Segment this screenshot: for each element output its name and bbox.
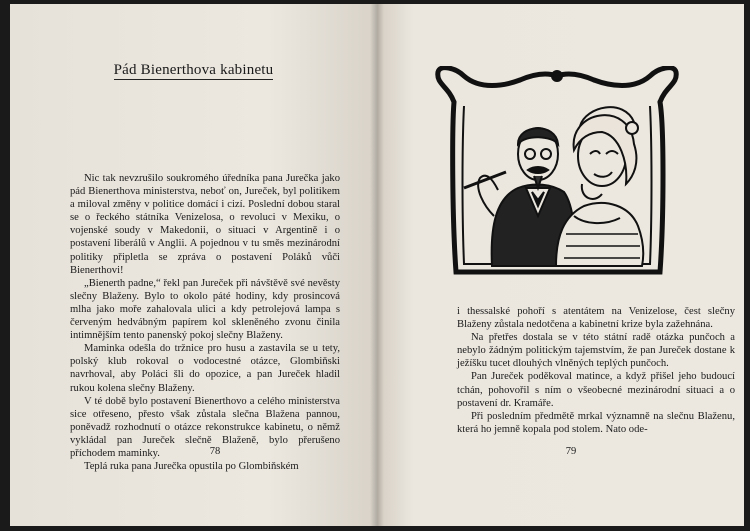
couple-illustration bbox=[434, 66, 680, 280]
paragraph: Nic tak nevzrušilo soukromého úředníka pana Jurečka jako pád Bienerthova ministerstva, neboť on, Jureček, byl politikem a miloval změny v politice domácí i cizí. Poslední dobou staral se o řeckého státníka Venizelosa, o revoluci v Mexiku, o vojenské soudy v Makedonii, o situaci v Argentině i o postavení liberálů v Anglii. A pojednou v tu směs mezinárodní politiky připletla se zpráva o postavení Poláků vůči Bienerthovi! bbox=[70, 173, 340, 276]
paragraph: Teplá ruka pana Jurečka opustila po Glombiňském bbox=[84, 461, 299, 473]
book-gutter bbox=[370, 4, 384, 526]
paragraph: Pan Jureček poděkoval matince, a když přišel jeho budoucí tchán, pohovořil s ním o všeobecné mezinárodní situaci a o postavení dr. Kramáře. bbox=[457, 371, 735, 409]
paragraph: „Bienerth padne,“ řekl pan Jureček při návštěvě své nevěsty slečny Blaženy. Bylo to okolo páté hodiny, kdy prosincová mlha jako moře zahalovala ulici a kdy petrolejová lampa s červeným hedvábným papírem kol skleněného zvonu činila intimnějším tento panenský pokoj slečny Blaženy. bbox=[70, 277, 340, 342]
paragraph: Maminka odešla do tržnice pro husu a zastavila se u tety, polský klub rokoval o vodocestné otázce, Glombiňski navrhoval, aby Poláci šli do opozice, a pan Jureček hladil rukou kolena slečny Blaženy. bbox=[70, 343, 340, 394]
page-number: 78 bbox=[209, 446, 221, 457]
page-number: 79 bbox=[565, 446, 577, 457]
paragraph: i thessalské pohoří s atentátem na Venizelose, čest slečny Blaženy zůstala nedotčena a kabinetní krize byla zažehnána. bbox=[457, 306, 735, 331]
chapter-title-text: Pád Bienerthova kabinetu bbox=[113, 62, 274, 78]
right-page-body bbox=[457, 305, 735, 436]
left-page-body bbox=[70, 172, 340, 473]
right-page bbox=[377, 4, 744, 526]
paragraph: Při posledním předmětě mrkal významně na slečnu Blaženu, která ho jemně kopala pod stolem. Nato ode- bbox=[457, 410, 735, 435]
paragraph: V té době bylo postavení Bienerthovo a celého ministerstva sice otřeseno, přesto však zůstala slečna Blažena pannou, poněvadž rozhodnutí o otázce rekonstrukce kabinetu, o němž vykládal pan Jureček slečně Blaženě, bylo přerušeno příchodem maminky. bbox=[70, 395, 340, 459]
open-book-spread bbox=[10, 4, 744, 526]
left-page bbox=[10, 4, 377, 526]
paragraph: Na přetřes dostala se v této státní radě otázka punčoch a nebylo žádným politickým tajemstvím, že pan Jureček dostane k ježíšku tucet dlouhých vlněných teplých punčoch. bbox=[457, 332, 735, 370]
chapter-title bbox=[10, 64, 377, 77]
